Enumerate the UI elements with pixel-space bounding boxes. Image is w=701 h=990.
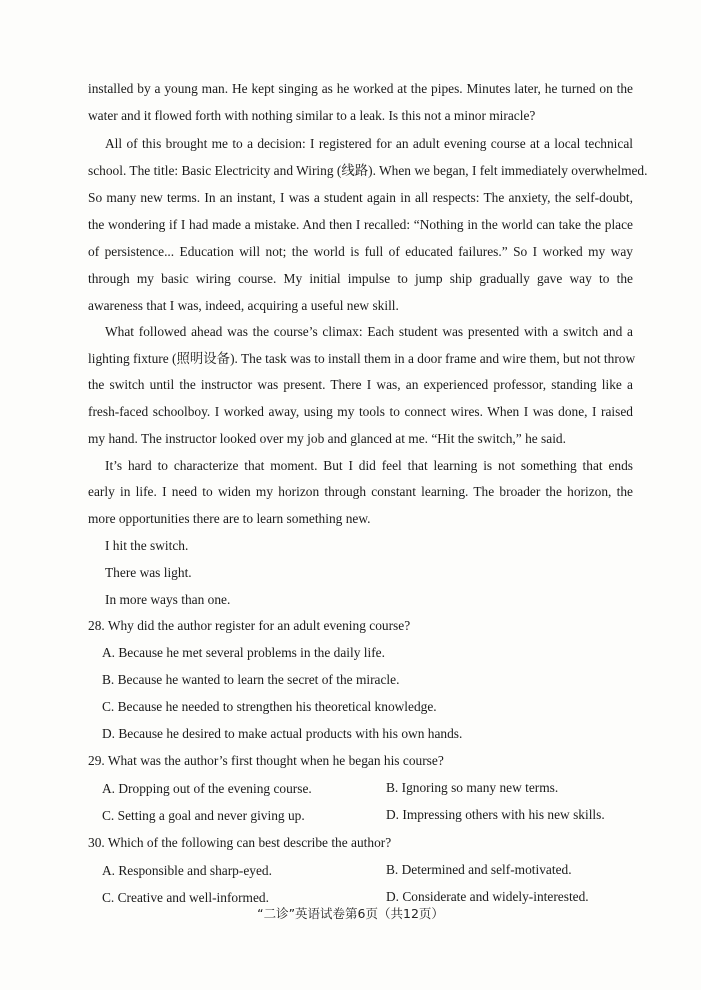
passage-line: school. The title: Basic Electricity and Wiring (线路). When we began, I felt immediately overwhelmed. [88, 163, 648, 178]
option-b: B. Determined and self-motivated. [386, 862, 572, 877]
question-stem: 28. Why did the author register for an adult evening course? [88, 618, 411, 633]
passage-line: In more ways than one. [105, 592, 231, 607]
option-c: C. Creative and well-informed. [102, 890, 269, 905]
passage-line: the switch until the instructor was present. There I was, an experienced professor, standing like a [88, 377, 633, 392]
passage-line: of persistence... Education will not; the world is full of educated failures.” So I worked my way [88, 244, 633, 259]
passage-line: installed by a young man. He kept singing as he worked at the pipes. Minutes later, he turned on the [88, 81, 633, 96]
passage-line: So many new terms. In an instant, I was a student again in all respects: The anxiety, the self-doubt, [88, 190, 633, 205]
option-d: D. Impressing others with his new skills. [386, 807, 605, 822]
option-a: A. Because he met several problems in the daily life. [102, 645, 385, 660]
question-stem: 30. Which of the following can best describe the author? [88, 835, 392, 850]
passage-line: through my basic wiring course. My initial impulse to jump ship gradually gave way to the [88, 271, 633, 286]
passage-line: more opportunities there are to learn something new. [88, 511, 371, 526]
passage-line: awareness that I was, indeed, acquiring a useful new skill. [88, 298, 399, 313]
option-a: A. Dropping out of the evening course. [102, 781, 312, 796]
question-stem: 29. What was the author’s first thought when he began his course? [88, 753, 444, 768]
option-c: C. Setting a goal and never giving up. [102, 808, 305, 823]
passage-line: water and it flowed forth with nothing similar to a leak. Is this not a minor miracle? [88, 108, 536, 123]
page-footer: “二诊”英语试卷第6页（共12页） [257, 906, 444, 921]
passage-line: the wondering if I had made a mistake. And then I recalled: “Nothing in the world can take the place [88, 217, 633, 232]
option-d: D. Because he desired to make actual products with his own hands. [102, 726, 463, 741]
option-b: B. Because he wanted to learn the secret of the miracle. [102, 672, 400, 687]
option-a: A. Responsible and sharp-eyed. [102, 863, 272, 878]
passage-line: All of this brought me to a decision: I registered for an adult evening course at a local technical [105, 136, 633, 151]
passage-line: What followed ahead was the course’s climax: Each student was presented with a switch and a [105, 324, 633, 339]
passage-line: my hand. The instructor looked over my job and glanced at me. “Hit the switch,” he said. [88, 431, 566, 446]
passage-line: early in life. I need to widen my horizon through constant learning. The broader the horizon, the [88, 484, 633, 499]
passage-line: fresh-faced schoolboy. I worked away, using my tools to connect wires. When I was done, I raised [88, 404, 633, 419]
option-b: B. Ignoring so many new terms. [386, 780, 559, 795]
passage-line: There was light. [105, 565, 192, 580]
option-c: C. Because he needed to strengthen his theoretical knowledge. [102, 699, 437, 714]
passage-line: I hit the switch. [105, 538, 189, 553]
passage-line: It’s hard to characterize that moment. But I did feel that learning is not something that ends [105, 458, 633, 473]
passage-line: lighting fixture (照明设备). The task was to install them in a door frame and wire them, but not throw [88, 351, 636, 366]
option-d: D. Considerate and widely-interested. [386, 889, 589, 904]
